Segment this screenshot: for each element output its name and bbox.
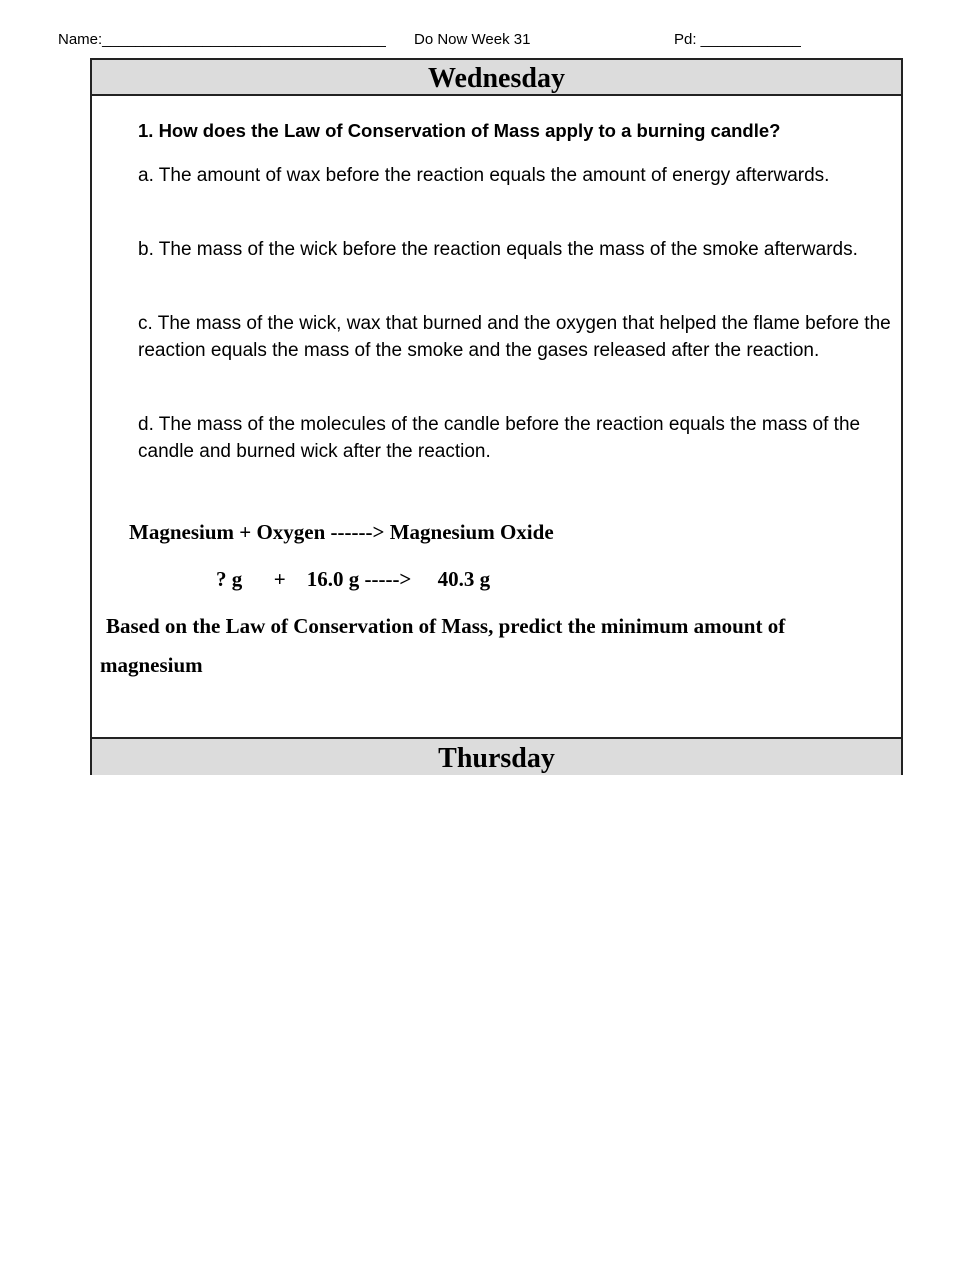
worksheet-title: Do Now Week 31 <box>414 31 531 48</box>
reaction-masses: ? g + 16.0 g -----> 40.3 g <box>216 567 491 591</box>
period-field-label: Pd: ____________ <box>674 31 801 48</box>
worksheet-table <box>90 58 903 775</box>
prediction-prompt-line-1: Based on the Law of Conservation of Mass, predict the minimum amount of <box>106 614 786 638</box>
option-a: a. The amount of wax before the reaction equals the amount of energy afterwards. <box>138 165 830 186</box>
name-field-label: Name:__________________________________ <box>58 31 386 48</box>
option-d: d. The mass of the molecules of the candle before the reaction equals the mass of the candle and burned wick after the reaction. <box>138 414 861 462</box>
prediction-prompt-line-2: magnesium <box>100 653 203 677</box>
day-header-wednesday: Wednesday <box>92 60 901 96</box>
option-c: c. The mass of the wick, wax that burned and the oxygen that helped the flame before the reaction equals the mass of the smoke and the gases released after the reaction. <box>138 313 891 361</box>
question-1: 1. How does the Law of Conservation of Mass apply to a burning candle? <box>138 120 781 141</box>
reaction-equation: Magnesium + Oxygen ------> Magnesium Oxide <box>129 520 554 544</box>
option-b: b. The mass of the wick before the reaction equals the mass of the smoke afterwards. <box>138 239 858 260</box>
day-header-thursday: Thursday <box>92 737 901 775</box>
